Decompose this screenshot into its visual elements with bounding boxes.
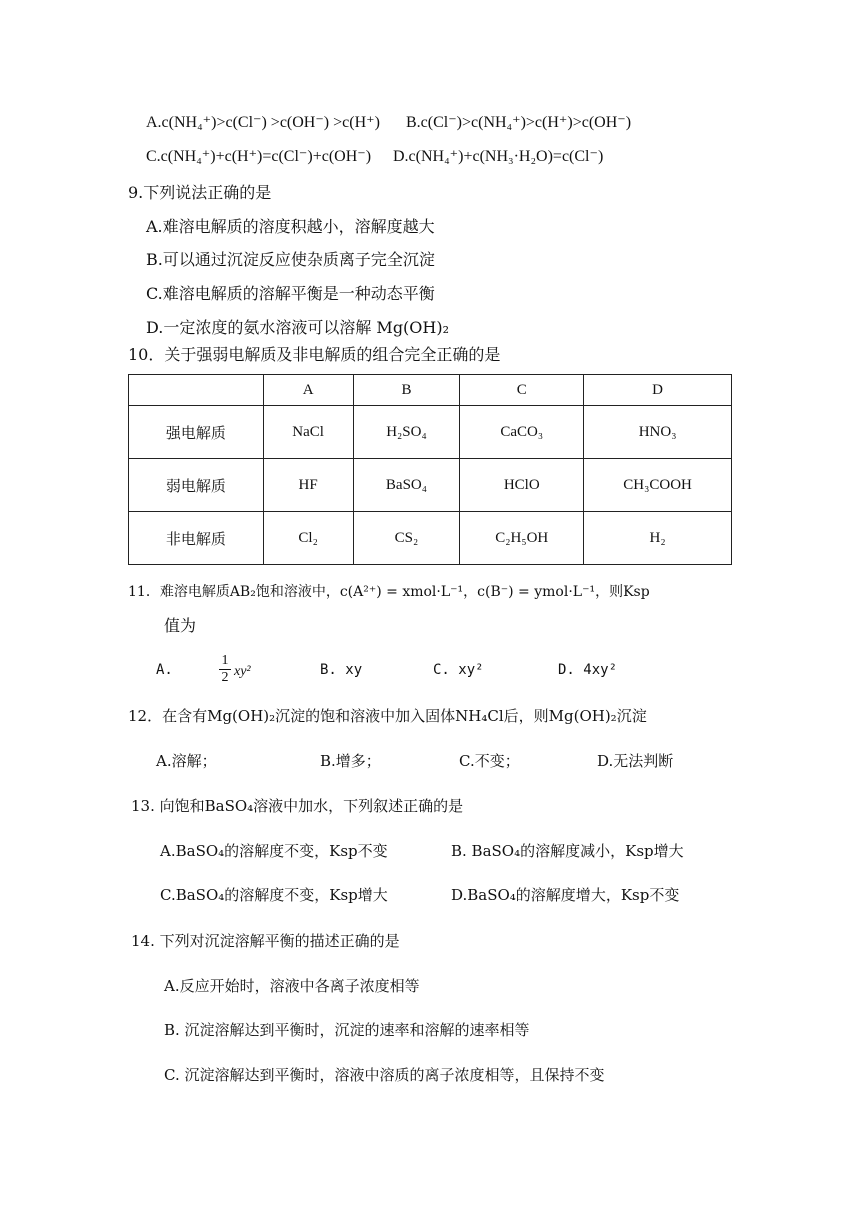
table-row xyxy=(129,459,732,512)
q9-stem: 9.下列说法正确的是 xyxy=(128,183,272,202)
table-header-cell: D xyxy=(584,375,732,406)
table-header-cell: C xyxy=(460,375,584,406)
table-cell: H₂SO₄ xyxy=(353,406,460,459)
q11-option-a-label: A. xyxy=(156,662,173,678)
q14-option-c: C. 沉淀溶解达到平衡时，溶液中溶质的离子浓度相等，且保持不变 xyxy=(164,1066,605,1084)
table-header-row xyxy=(129,375,732,406)
table-cell: CS₂ xyxy=(353,512,460,565)
q11-option-a-expression: xy² xyxy=(234,664,251,679)
q14-stem: 14. 下列对沉淀溶解平衡的描述正确的是 xyxy=(131,932,400,950)
q11-option-c: C. xy² xyxy=(433,662,484,678)
q14-option-b: B. 沉淀溶解达到平衡时，沉淀的速率和溶解的速率相等 xyxy=(164,1021,530,1039)
q8-option-b: B.c(Cl⁻)>c(NH₄⁺)>c(H⁺)>c(OH⁻) xyxy=(406,114,632,131)
q8-option-d: D.c(NH₄⁺)+c(NH₃·H₂O)=c(Cl⁻) xyxy=(393,148,604,165)
table-header-cell: B xyxy=(353,375,460,406)
table-cell: C₂H₅OH xyxy=(460,512,584,565)
table-cell: H₂ xyxy=(584,512,732,565)
q13-option-d: D.BaSO₄的溶解度增大，Ksp不变 xyxy=(451,886,680,904)
q11-stem-continued: 值为 xyxy=(164,616,197,635)
table-row-label: 非电解质 xyxy=(129,512,264,565)
q13-option-c: C.BaSO₄的溶解度不变，Ksp增大 xyxy=(160,886,388,904)
table-cell: Cl₂ xyxy=(263,512,353,565)
table-row xyxy=(129,512,732,565)
q13-stem: 13. 向饱和BaSO₄溶液中加水，下列叙述正确的是 xyxy=(131,797,464,815)
table-row xyxy=(129,406,732,459)
q11-stem: 11．难溶电解质AB₂饱和溶液中，c(A²⁺) = xmol·L⁻¹，c(B⁻) = ymol·L⁻¹，则Ksp xyxy=(128,584,650,600)
q12-option-b: B.增多； xyxy=(320,752,381,770)
q11-option-d: D. 4xy² xyxy=(558,662,618,678)
table-row-label: 强电解质 xyxy=(129,406,264,459)
q9-option-a: A.难溶电解质的溶度积越小，溶解度越大 xyxy=(146,217,435,236)
table-cell: BaSO₄ xyxy=(353,459,460,512)
q10-stem: 10．关于强弱电解质及非电解质的组合完全正确的是 xyxy=(128,345,501,364)
table-cell: HNO₃ xyxy=(584,406,732,459)
table-cell: CaCO₃ xyxy=(460,406,584,459)
q8-option-a: A.c(NH₄⁺)>c(Cl⁻) >c(OH⁻) >c(H⁺) xyxy=(146,114,380,131)
q12-option-c: C.不变； xyxy=(459,752,520,770)
table-header-cell xyxy=(129,375,264,406)
q8-option-c: C.c(NH₄⁺)+c(H⁺)=c(Cl⁻)+c(OH⁻) xyxy=(146,148,372,165)
q9-option-b: B.可以通过沉淀反应使杂质离子完全沉淀 xyxy=(146,250,435,269)
q11-option-a-fraction xyxy=(219,653,231,686)
q13-option-a: A.BaSO₄的溶解度不变，Ksp不变 xyxy=(160,842,388,860)
electrolyte-table xyxy=(128,374,732,565)
q9-option-c: C.难溶电解质的溶解平衡是一种动态平衡 xyxy=(146,284,435,303)
table-row-label: 弱电解质 xyxy=(129,459,264,512)
q12-stem: 12．在含有Mg(OH)₂沉淀的饱和溶液中加入固体NH₄Cl后，则Mg(OH)₂沉淀 xyxy=(128,707,647,725)
q9-option-d: D.一定浓度的氨水溶液可以溶解 Mg(OH)₂ xyxy=(146,318,450,337)
q14-option-a: A.反应开始时，溶液中各离子浓度相等 xyxy=(164,977,420,995)
q11-option-b: B. xy xyxy=(320,662,363,678)
table-cell: NaCl xyxy=(263,406,353,459)
table-cell: HF xyxy=(263,459,353,512)
table-cell: HClO xyxy=(460,459,584,512)
table-cell: CH₃COOH xyxy=(584,459,732,512)
q12-option-a: A.溶解； xyxy=(156,752,217,770)
q12-option-d: D.无法判断 xyxy=(597,752,674,770)
table-header-cell: A xyxy=(263,375,353,406)
fraction-numerator: 1 xyxy=(221,653,229,668)
q13-option-b: B. BaSO₄的溶解度减小，Ksp增大 xyxy=(451,842,684,860)
fraction-denominator: 2 xyxy=(221,670,229,685)
